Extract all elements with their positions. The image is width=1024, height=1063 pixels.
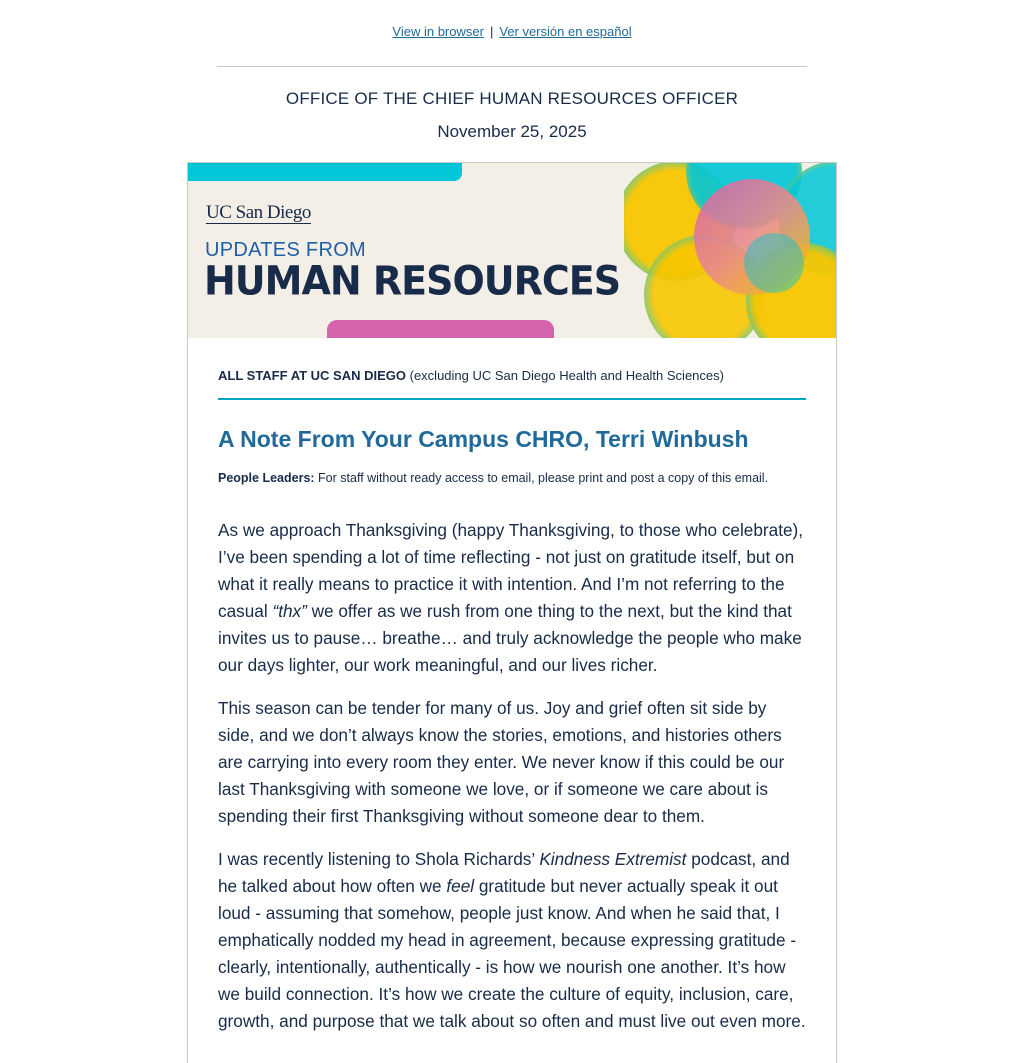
- paragraph-3-emphasis: feel: [446, 876, 475, 896]
- paragraph-1-text-a: As we approach Thanksgiving (happy Thanksgiving, to those who celebrate), I’ve been spending a lot of time reflecting - not just on gratitude itself, but on what it really means to practice it with intention. And I’m not referring to the casual: [218, 520, 804, 621]
- spanish-version-link[interactable]: Ver versión en español: [499, 24, 632, 39]
- paragraph-3-text-c: gratitude but never actually speak it out loud - assuming that somehow, people just know. And when he said that, I emphatically nodded my head in agreement, because expressing gratitude - clearly, intentionally, authentically - is how we nourish one another. It’s how we build connection. It’s how we create the culture of equity, inclusion, care, growth, and purpose that we talk about so often and must live out even more.: [218, 876, 806, 1031]
- pink-accent-bar: [327, 320, 554, 338]
- uc-san-diego-logo: UC San Diego: [206, 202, 311, 223]
- paragraph-3: [218, 846, 806, 1035]
- paragraph-3-text-a: I was recently listening to Shola Richards’: [218, 849, 540, 869]
- email-date: November 25, 2025: [437, 122, 587, 141]
- header-divider: [217, 66, 807, 67]
- audience-divider: [218, 398, 806, 400]
- banner-title: HUMAN RESOURCES: [204, 257, 621, 305]
- hr-banner: [188, 163, 836, 338]
- banner-subtitle: UPDATES FROM: [205, 239, 367, 261]
- office-title: OFFICE OF THE CHIEF HUMAN RESOURCES OFFICER: [285, 89, 739, 108]
- people-leaders-text: For staff without ready access to email, please print and post a copy of this email.: [314, 471, 769, 485]
- email-card: [187, 162, 837, 1063]
- link-separator: |: [489, 24, 494, 39]
- paragraph-1-emphasis: “thx”: [272, 601, 307, 621]
- audience-strong: ALL STAFF AT UC SAN DIEGO: [218, 368, 407, 383]
- audience-exclusion: (excluding UC San Diego Health and Health Sciences): [406, 368, 724, 383]
- audience-line: [218, 368, 806, 383]
- paragraph-2: This season can be tender for many of us. Joy and grief often sit side by side, and we don’t always know the stories, emotions, and histories others are carrying into every room they enter. We never know if this could be our last Thanksgiving with someone we love, or if someone we care about is spending their first Thanksgiving without someone dear to them.: [218, 698, 785, 826]
- teal-accent-bar: [188, 163, 462, 181]
- decorative-circles-graphic: [624, 163, 836, 338]
- article-heading: A Note From Your Campus CHRO, Terri Winbush: [218, 426, 749, 452]
- paragraph-1: [218, 517, 806, 679]
- people-leaders-note: [218, 470, 806, 486]
- podcast-title: Kindness Extremist: [539, 849, 687, 869]
- people-leaders-label: People Leaders:: [218, 471, 315, 485]
- paragraph-3-text-b: podcast, and he talked about how often we: [218, 849, 790, 896]
- top-links: [0, 24, 1024, 39]
- view-in-browser-link[interactable]: View in browser: [392, 24, 484, 39]
- paragraph-1-text-b: we offer as we rush from one thing to the next, but the kind that invites us to pause… breathe… and truly acknowledge the people who make our days lighter, our work meaningful, and our lives richer.: [218, 601, 802, 675]
